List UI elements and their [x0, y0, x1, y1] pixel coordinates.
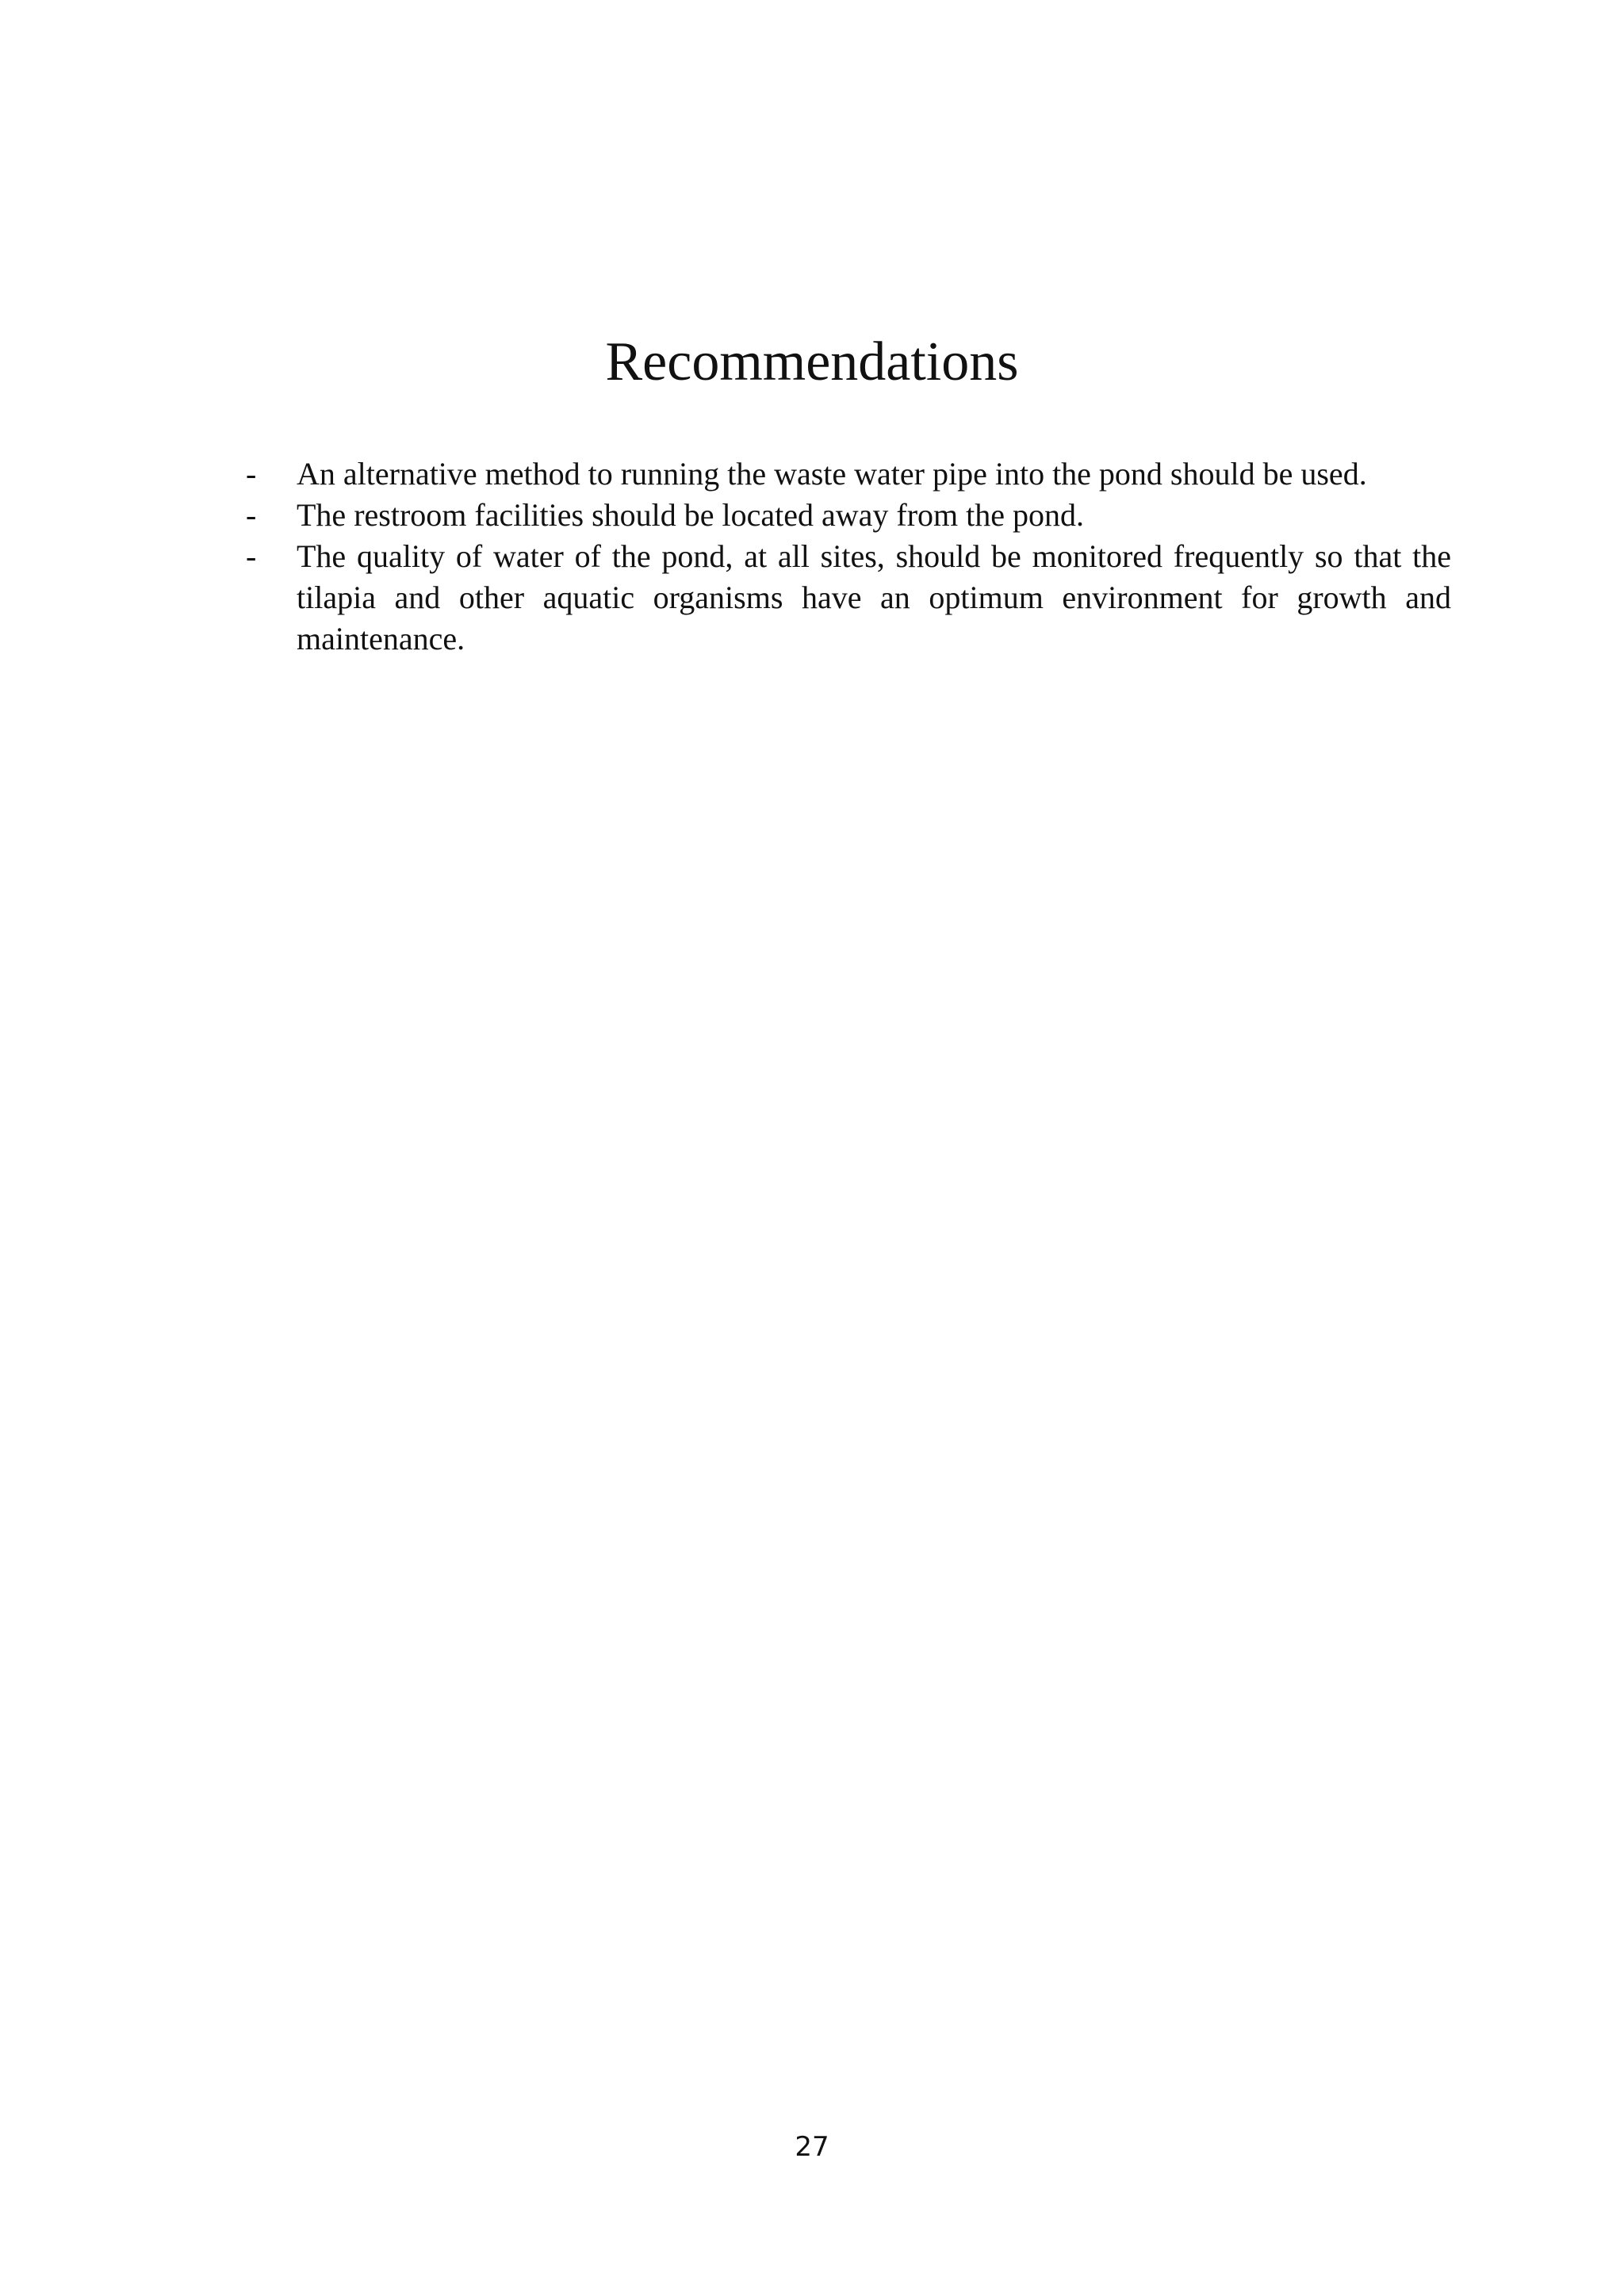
bullet-dash: -: [246, 538, 257, 574]
list-item: [246, 495, 1451, 536]
recommendation-text: An alternative method to running the waste water pipe into the pond should be used.: [297, 456, 1367, 492]
list-item: [246, 453, 1451, 495]
recommendation-text: The quality of water of the pond, at all sites, should be monitored frequently so that the tilapia and other aquatic organisms have an optimum environment for growth and maintenance.: [297, 538, 1451, 656]
bullet-dash: -: [246, 497, 257, 533]
bullet-dash: -: [246, 456, 257, 492]
recommendations-list: [246, 453, 1451, 660]
list-item: [246, 536, 1451, 660]
page-number: 27: [795, 2131, 829, 2163]
page-title: Recommendations: [605, 331, 1019, 392]
recommendation-text: The restroom facilities should be located away from the pond.: [297, 497, 1085, 533]
